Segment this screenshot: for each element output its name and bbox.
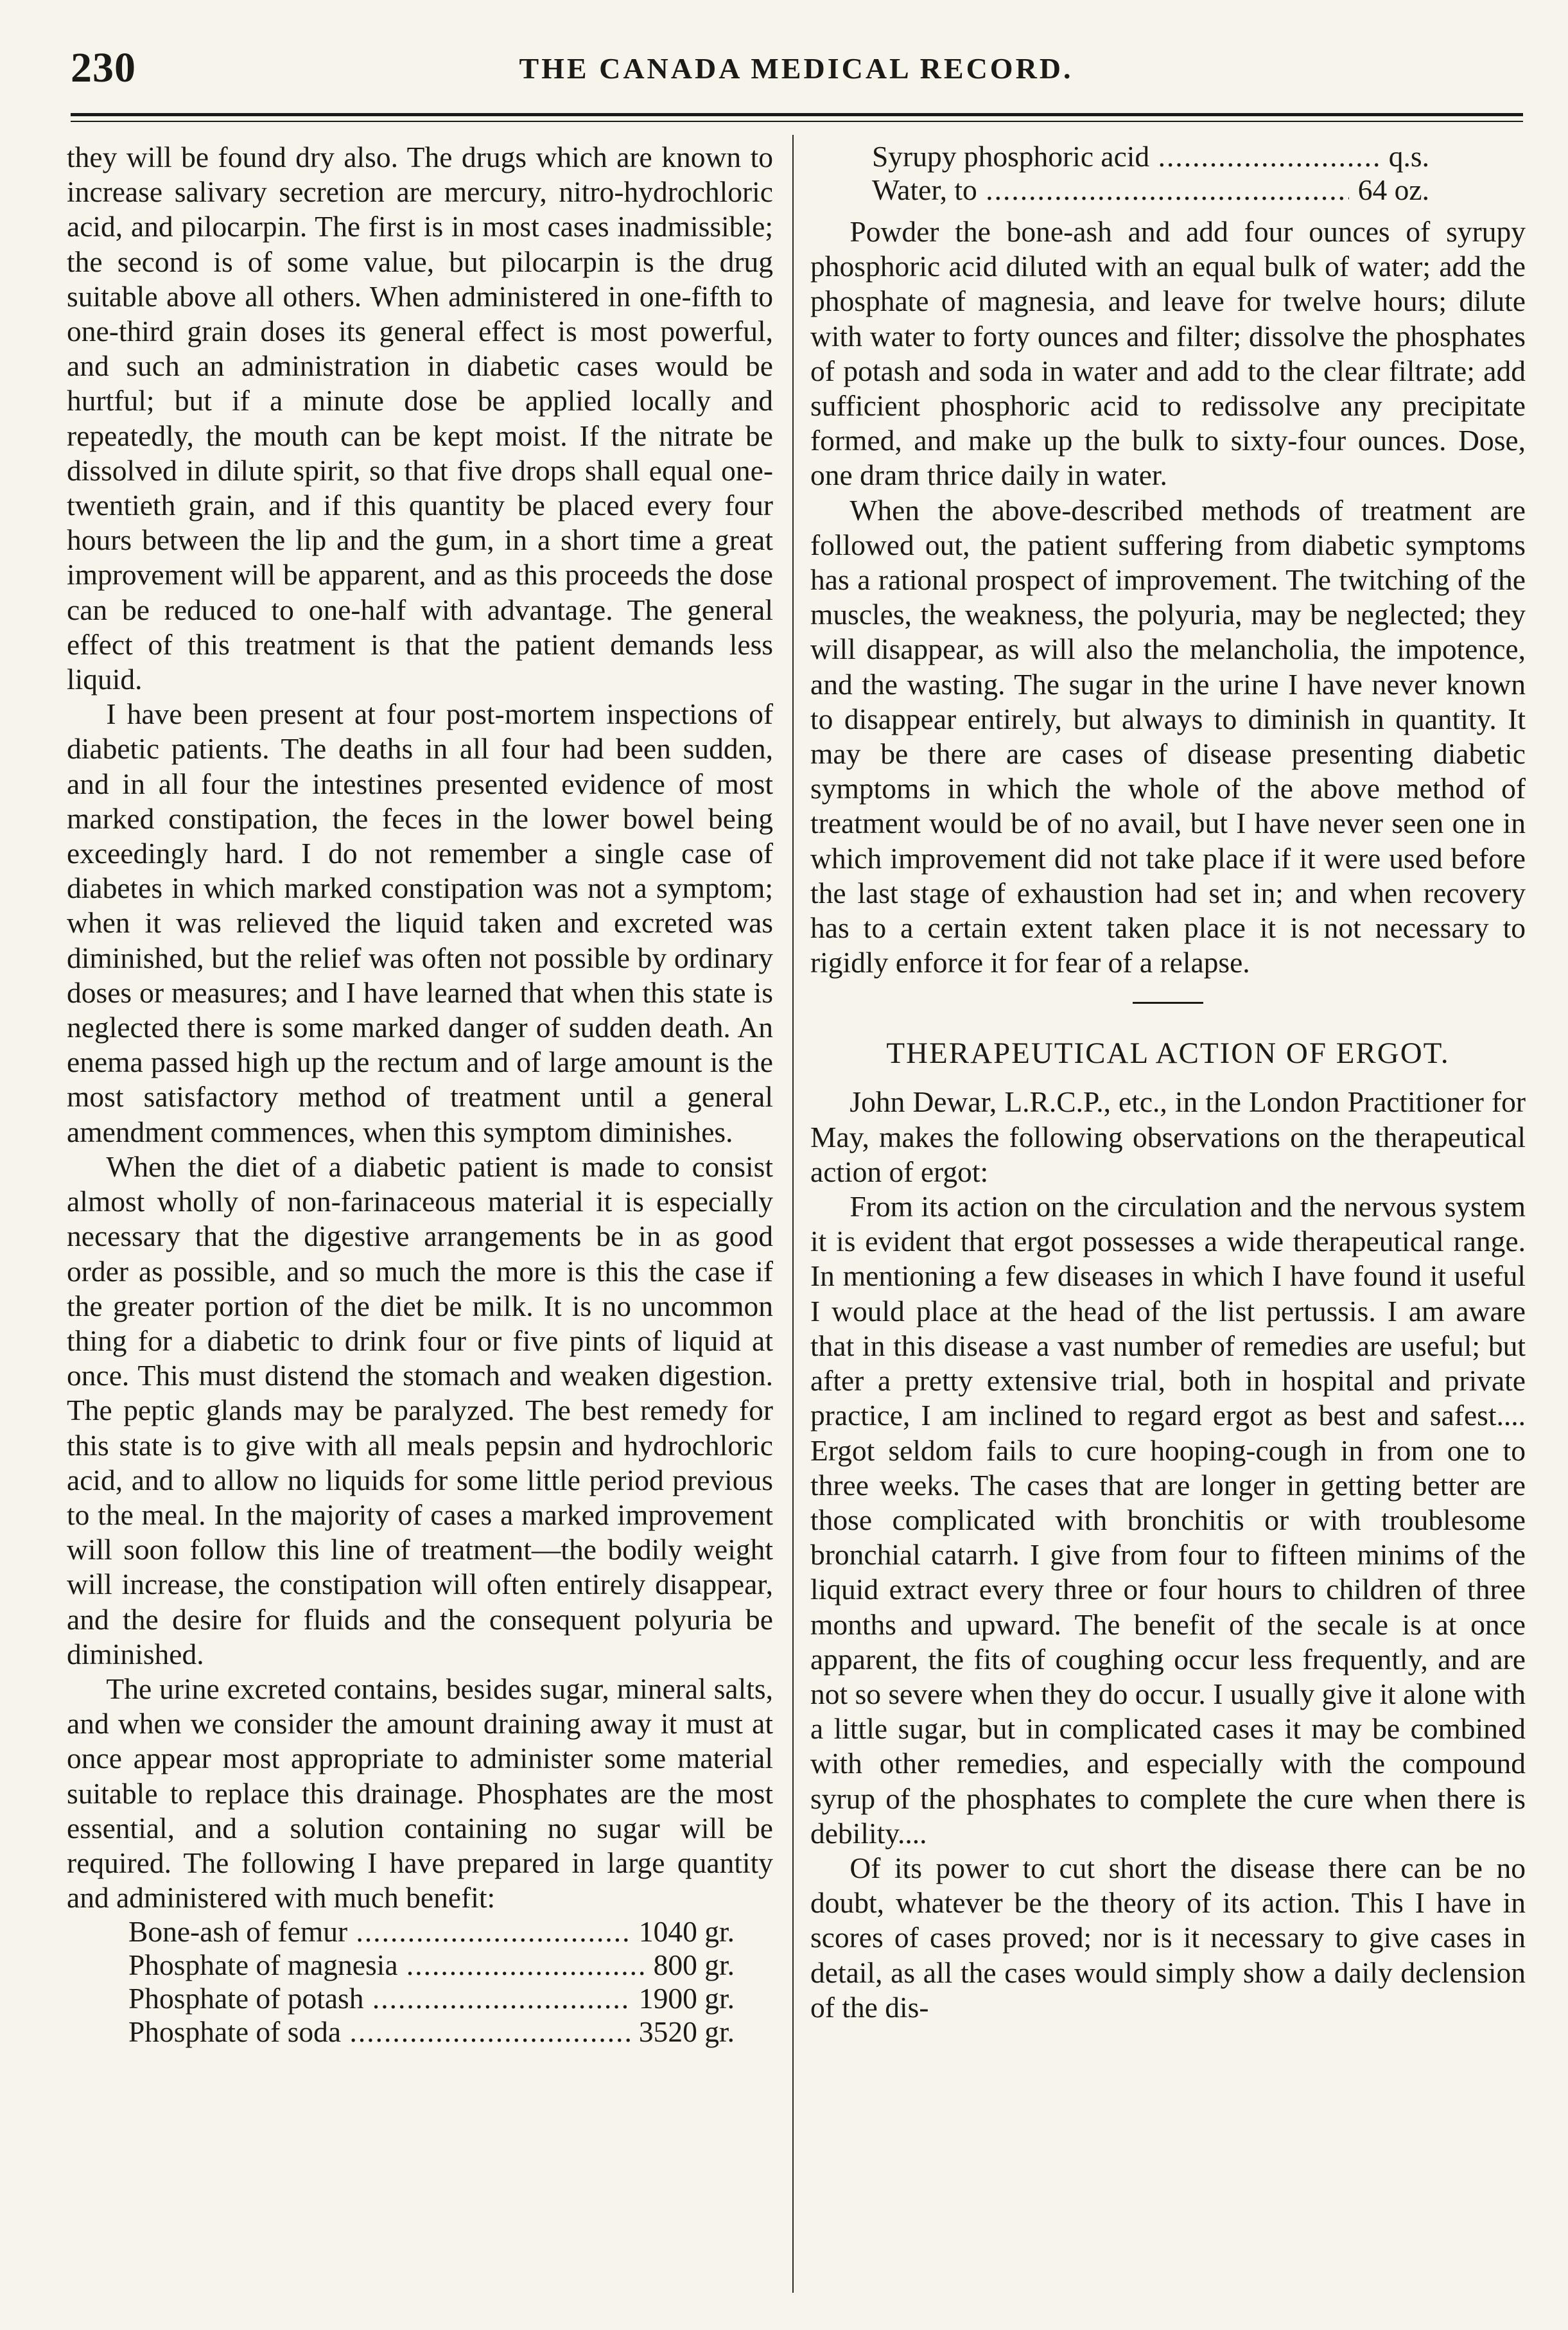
running-title: THE CANADA MEDICAL RECORD. [519, 52, 1074, 85]
paragraph: John Dewar, L.R.C.P., etc., in the London Practitioner for May, makes the following observations on the therapeutical action of ergot: [810, 1085, 1526, 1188]
paragraph: Of its power to cut short the disease there can be no doubt, whatever be the theory of its action. This I have in scores of cases proved; nor is it necessary to give cases in detail, as all the cases would simply show a daily declension of the dis- [810, 1851, 1526, 2024]
header-rule [71, 113, 1523, 116]
paragraph: The urine excreted contains, besides sugar, mineral salts, and when we consider the amount draining away it must at once appear most appropriate to administer some material suitable to replace this drainage. Phosphates are the most essential, and a solution containing no sugar will be required. The following I have prepared in large quantity and administered with much benefit: [67, 1672, 773, 1914]
recipe-item [810, 173, 1526, 207]
recipe-quantity: 3520 gr. [638, 2015, 735, 2049]
recipe-ingredient: Phosphate of soda ..... [128, 2015, 630, 2049]
recipe-item [67, 1915, 773, 1949]
paragraph: Powder the bone-ash and add four ounces of syrupy phosphoric acid diluted with an equal bulk of water; add the phosphate of magnesia, and leave for twelve hours; dilute with water to forty ounces and filter; dissolve the phosphates of potash and soda in water and add to the clear filtrate; add sufficient phosphoric acid to redissolve any precipitate formed, and make up the bulk to sixty-four ounces. Dose, one dram thrice daily in water. [810, 215, 1526, 492]
recipe-ingredient: Phosphate of potash ..... [128, 1982, 630, 2015]
recipe-list-continued [810, 140, 1526, 207]
page-number: 230 [71, 44, 136, 91]
recipe-quantity: 1040 gr. [638, 1915, 735, 1949]
recipe-ingredient: Bone-ash of femur ..... [128, 1915, 630, 1949]
recipe-quantity: 800 gr. [653, 1949, 735, 1982]
section-heading: THERAPEUTICAL ACTION OF ERGOT. [886, 1037, 1450, 1071]
recipe-ingredient: Phosphate of magnesia ..... [128, 1949, 645, 1982]
recipe-quantity: q.s. [1388, 140, 1429, 173]
left-column [67, 140, 773, 2049]
recipe-quantity: 1900 gr. [638, 1982, 735, 2015]
recipe-quantity: 64 oz. [1357, 173, 1429, 206]
paragraph: When the diet of a diabetic patient is made to consist almost wholly of non-farinaceous material it is especially necessary that the digestive arrangements be in as good order as possible, and so much the more is this the case if the greater portion of the diet be milk. It is no uncommon thing for a diabetic to drink four or five pints of liquid at once. This must distend the stomach and weaken digestion. The peptic glands may be paralyzed. The best remedy for this state is to give with all meals pepsin and hydrochloric acid, and to allow no liquids for some little period previous to the meal. In the majority of cases a marked improvement will soon follow this line of treatment—the bodily weight will increase, the constipation will often entirely disappear, and the desire for fluids and the consequent polyuria be diminished. [67, 1150, 773, 1670]
section-divider [1133, 1002, 1203, 1004]
recipe-ingredient: Syrupy phosphoric acid ..... [872, 140, 1380, 173]
header-rule-thin [71, 121, 1523, 122]
page-header [71, 37, 1522, 101]
recipe-item [810, 140, 1526, 173]
recipe-ingredient: Water, to ..... [872, 173, 1349, 207]
paragraph: they will be found dry also. The drugs which are known to increase salivary secretion are mercury, nitro-hydrochloric acid, and pilocarpin. The first is in most cases inadmissible; the second is of some value, but pilocarpin is the drug suitable above all others. When administered in one-fifth to one-third grain doses its general effect is most powerful, and such an administration in diabetic cases would be hurtful; but if a minute dose be applied locally and repeatedly, the mouth can be kept moist. If the nitrate be dissolved in dilute spirit, so that five drops shall equal one-twentieth grain, and if this quantity be placed every four hours between the lip and the gum, in a short time a great improvement will be apparent, and as this proceeds the dose can be reduced to one-half with advantage. The general effect of this treatment is that the patient demands less liquid. [67, 141, 773, 696]
recipe-list [67, 1915, 773, 2049]
paragraph: I have been present at four post-mortem inspections of diabetic patients. The deaths in all four had been sudden, and in all four the intestines presented evidence of most marked constipation, the feces in the lower bowel being exceedingly hard. I do not remember a single case of diabetes in which marked constipation was not a symptom; when it was relieved the liquid taken and excreted was diminished, but the relief was often not possible by ordinary doses or measures; and I have learned that when this state is neglected there is some marked danger of sudden death. An enema passed high up the rectum and of large amount is the most satisfactory method of treatment until a general amendment commences, when this symptom diminishes. [67, 697, 773, 1148]
paragraph: When the above-described methods of treatment are followed out, the patient suffering from diabetic symptoms has a rational prospect of improvement. The twitching of the muscles, the weakness, the polyuria, may be neglected; they will disappear, as will also the melancholia, the impotence, and the wasting. The sugar in the urine I have never known to disappear entirely, but always to diminish in quantity. It may be there are cases of disease presenting diabetic symptoms in which the whole of the above method of treatment would be of no avail, but I have never seen one in which improvement did not take place if it were used before the last stage of exhaustion had set in; and when recovery has to a certain extent taken place it is not necessary to rigidly enforce it for fear of a relapse. [810, 493, 1526, 979]
column-divider [792, 135, 794, 2293]
right-column [810, 140, 1526, 2025]
recipe-item [67, 1982, 773, 2015]
spacer [810, 207, 1526, 215]
paragraph: From its action on the circulation and the nervous system it is evident that ergot possesses a wide therapeutical range. In mentioning a few diseases in which I have found it useful I would place at the head of the list pertussis. I am aware that in this disease a vast number of remedies are useful; but after a pretty extensive trial, both in hospital and private practice, I am inclined to regard ergot as best and safest.... Ergot seldom fails to cure hooping-cough in from one to three weeks. The cases that are longer in getting better are those complicated with bronchitis or with troublesome bronchial catarrh. I give from four to fifteen minims of the liquid extract every three or four hours to children of three months and upward. The benefit of the secale is at once apparent, the fits of coughing occur less frequently, and are not so severe when they do occur. I usually give it alone with a little sugar, but in complicated cases it may be combined with other remedies, and especially with the compound syrup of the phosphates to complete the cure when there is debility.... [810, 1190, 1526, 1850]
recipe-item [67, 1949, 773, 1982]
recipe-item [67, 2015, 773, 2049]
